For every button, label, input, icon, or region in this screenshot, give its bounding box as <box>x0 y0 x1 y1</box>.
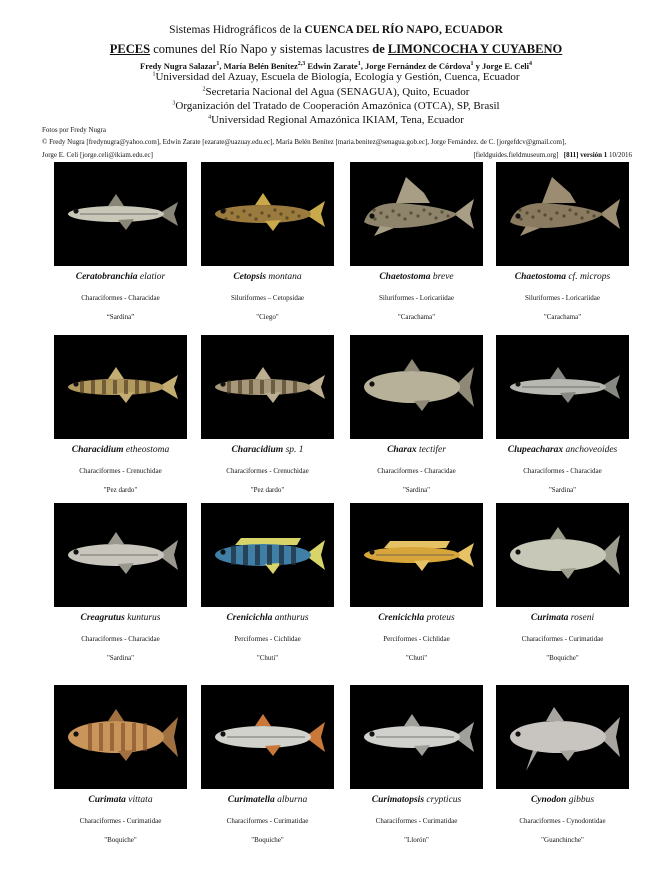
common-name: "Sardina" <box>106 654 135 662</box>
pike-cichlid-photo <box>350 503 483 607</box>
species-name <box>194 445 341 455</box>
silver-fish-photo <box>201 685 334 789</box>
species-name <box>47 272 194 282</box>
genus-name: Curimatella <box>227 795 275 805</box>
affiliation-1: $^1$Universidad del Azuay, Escuela de Biología, Ecología y Gestión, Cuenca, Ecuador <box>152 71 520 83</box>
species-epithet: cf. microps <box>568 272 611 282</box>
genus-name: Cynodon <box>530 795 567 805</box>
species-name <box>489 445 636 455</box>
common-name: "Pez dardo" <box>103 486 138 494</box>
species-name <box>343 613 490 623</box>
silver-fish-photo <box>54 503 187 607</box>
order-family: Characiformes - Curimatidae <box>79 817 162 825</box>
species-name <box>47 613 194 623</box>
common-name: "Sardina" <box>402 486 431 494</box>
banded-darter-photo <box>201 335 334 439</box>
species-epithet: anchoveoides <box>565 445 618 455</box>
armored-catfish-photo <box>350 162 483 266</box>
slender-silver-fish-photo <box>54 162 187 266</box>
order-family: Characiformes - Characidae <box>81 635 160 643</box>
common-name: "Sardina" <box>548 486 577 494</box>
species-name <box>47 445 194 455</box>
species-name <box>489 272 636 282</box>
species-epithet: roseni <box>570 613 595 623</box>
species-name <box>194 613 341 623</box>
species-epithet: breve <box>432 272 454 282</box>
barred-fish-photo <box>54 685 187 789</box>
order-family: Characiformes - Crenuchidae <box>226 467 309 475</box>
affiliation-4: $^4$Universidad Regional Amazónica IKIAM, Tena, Ecuador <box>208 114 464 126</box>
genus-name: Curimatopsis <box>371 795 425 805</box>
order-family: Siluriformes - Loricariidae <box>378 294 455 302</box>
genus-name: Clupeacharax <box>507 445 564 455</box>
species-name <box>343 445 490 455</box>
order-family: Characiformes - Characidae <box>523 467 602 475</box>
species-epithet: tectifer <box>419 445 446 455</box>
genus-name: Charax <box>387 445 417 455</box>
genus-name: Crenicichla <box>226 613 273 623</box>
photo-credit: Fotos por Fredy Nugra <box>42 126 106 134</box>
common-name: "Boquiche" <box>546 654 579 662</box>
common-name: "Pez dardo" <box>250 486 285 494</box>
common-name: "Llorón" <box>404 836 429 844</box>
common-name: “Sardina” <box>106 313 135 321</box>
mottled-catfish-photo <box>201 162 334 266</box>
species-epithet: gibbus <box>568 795 595 805</box>
genus-name: Chaetostoma <box>379 272 431 282</box>
genus-name: Characidium <box>71 445 124 455</box>
species-epithet: alburna <box>277 795 308 805</box>
species-epithet: proteus <box>426 613 455 623</box>
species-name <box>47 795 194 805</box>
species-epithet: elatior <box>139 272 166 282</box>
common-name: "Carachama" <box>543 313 582 321</box>
order-family: Perciformes - Cichlidae <box>383 635 450 643</box>
species-name <box>489 795 636 805</box>
species-name <box>343 272 490 282</box>
common-name: "Carachama" <box>397 313 436 321</box>
species-epithet: etheostoma <box>125 445 170 455</box>
genus-name: Creagrutus <box>80 613 125 623</box>
deep-body-fish-photo <box>496 503 629 607</box>
common-name: "Chuti" <box>405 654 428 662</box>
order-family: Siluriformes - Loricariidae <box>524 294 601 302</box>
genus-name: Curimata <box>88 795 126 805</box>
species-name <box>489 613 636 623</box>
species-epithet: sp. 1 <box>285 445 304 455</box>
author-line: Fredy Nugra Salazar$^1$, María Belén Benítez$^{2,3}$ Edwin Zarate$^1$, Jorge Fernández de Córdova$^1$ y Jorge E. Celi$^4$ <box>140 61 532 71</box>
genus-name: Crenicichla <box>378 613 425 623</box>
affiliation-3: $^3$Organización del Tratado de Cooperación Amazónica (OTCA), SP, Brasil <box>172 100 500 112</box>
order-family: Characiformes - Cynodontidae <box>519 817 606 825</box>
species-epithet: crypticus <box>426 795 462 805</box>
order-family: Characiformes - Characidae <box>377 467 456 475</box>
species-epithet: kunturus <box>127 613 161 623</box>
species-name <box>194 795 341 805</box>
copyright-line: © Fredy Nugra [fredynugra@yahoo.com], Edwin Zarate [ezarate@uazuay.edu.ec], María Belén Benítez [maria.benitez@senagua.gob.ec], Jorge Fernández. de C. [jorgefdcv@gmail.com], <box>42 138 567 146</box>
sheet-subtitle: PECES comunes del Río Napo y sistemas lacustres de LIMONCOCHA Y CUYABENO <box>109 42 563 56</box>
common-name: "Boquiche" <box>251 836 284 844</box>
common-name: "Chuti" <box>256 654 279 662</box>
silver-fish-photo <box>350 685 483 789</box>
order-family: Perciformes - Cichlidae <box>234 635 301 643</box>
species-epithet: vittata <box>128 795 153 805</box>
common-name: "Boquiche" <box>104 836 137 844</box>
order-family: Characiformes - Curimatidae <box>375 817 458 825</box>
genus-name: Chaetostoma <box>514 272 566 282</box>
genus-name: Cetopsis <box>233 272 267 282</box>
common-name: "Guanchinche" <box>541 836 584 844</box>
affiliation-2: $^2$Secretaria Nacional del Agua (SENAGUA), Quito, Ecuador <box>202 86 470 98</box>
long-fin-fish-photo <box>496 685 629 789</box>
slender-silver-fish-photo <box>496 335 629 439</box>
common-name: "Ciego" <box>256 313 279 321</box>
sheet-title: Sistemas Hidrográficos de la CUENCA DEL RÍO NAPO, ECUADOR <box>169 24 503 36</box>
species-epithet: anthurus <box>274 613 309 623</box>
species-name <box>343 795 490 805</box>
genus-name: Ceratobranchia <box>75 272 138 282</box>
order-family: Characiformes - Curimatidae <box>226 817 309 825</box>
guide-reference: [fieldguides.fieldmuseum.org] [811] versión 1 10/2016 <box>473 151 632 159</box>
copyright-line-2: Jorge E. Celi [jorge.celi@ikiam.edu.ec] <box>42 151 153 159</box>
armored-catfish-photo <box>496 162 629 266</box>
genus-name: Characidium <box>231 445 284 455</box>
striped-cichlid-photo <box>201 503 334 607</box>
banded-darter-photo <box>54 335 187 439</box>
humpback-fish-photo <box>350 335 483 439</box>
species-epithet: montana <box>268 272 302 282</box>
species-name <box>194 272 341 282</box>
order-family: Characiformes - Crenuchidae <box>79 467 162 475</box>
order-family: Characiformes - Characidae <box>81 294 160 302</box>
genus-name: Curimata <box>530 613 569 623</box>
guide-website-link[interactable]: [fieldguides.fieldmuseum.org] <box>473 151 559 159</box>
order-family: Siluriformes – Cetopsidae <box>230 294 305 302</box>
order-family: Characiformes - Curimatidae <box>521 635 604 643</box>
